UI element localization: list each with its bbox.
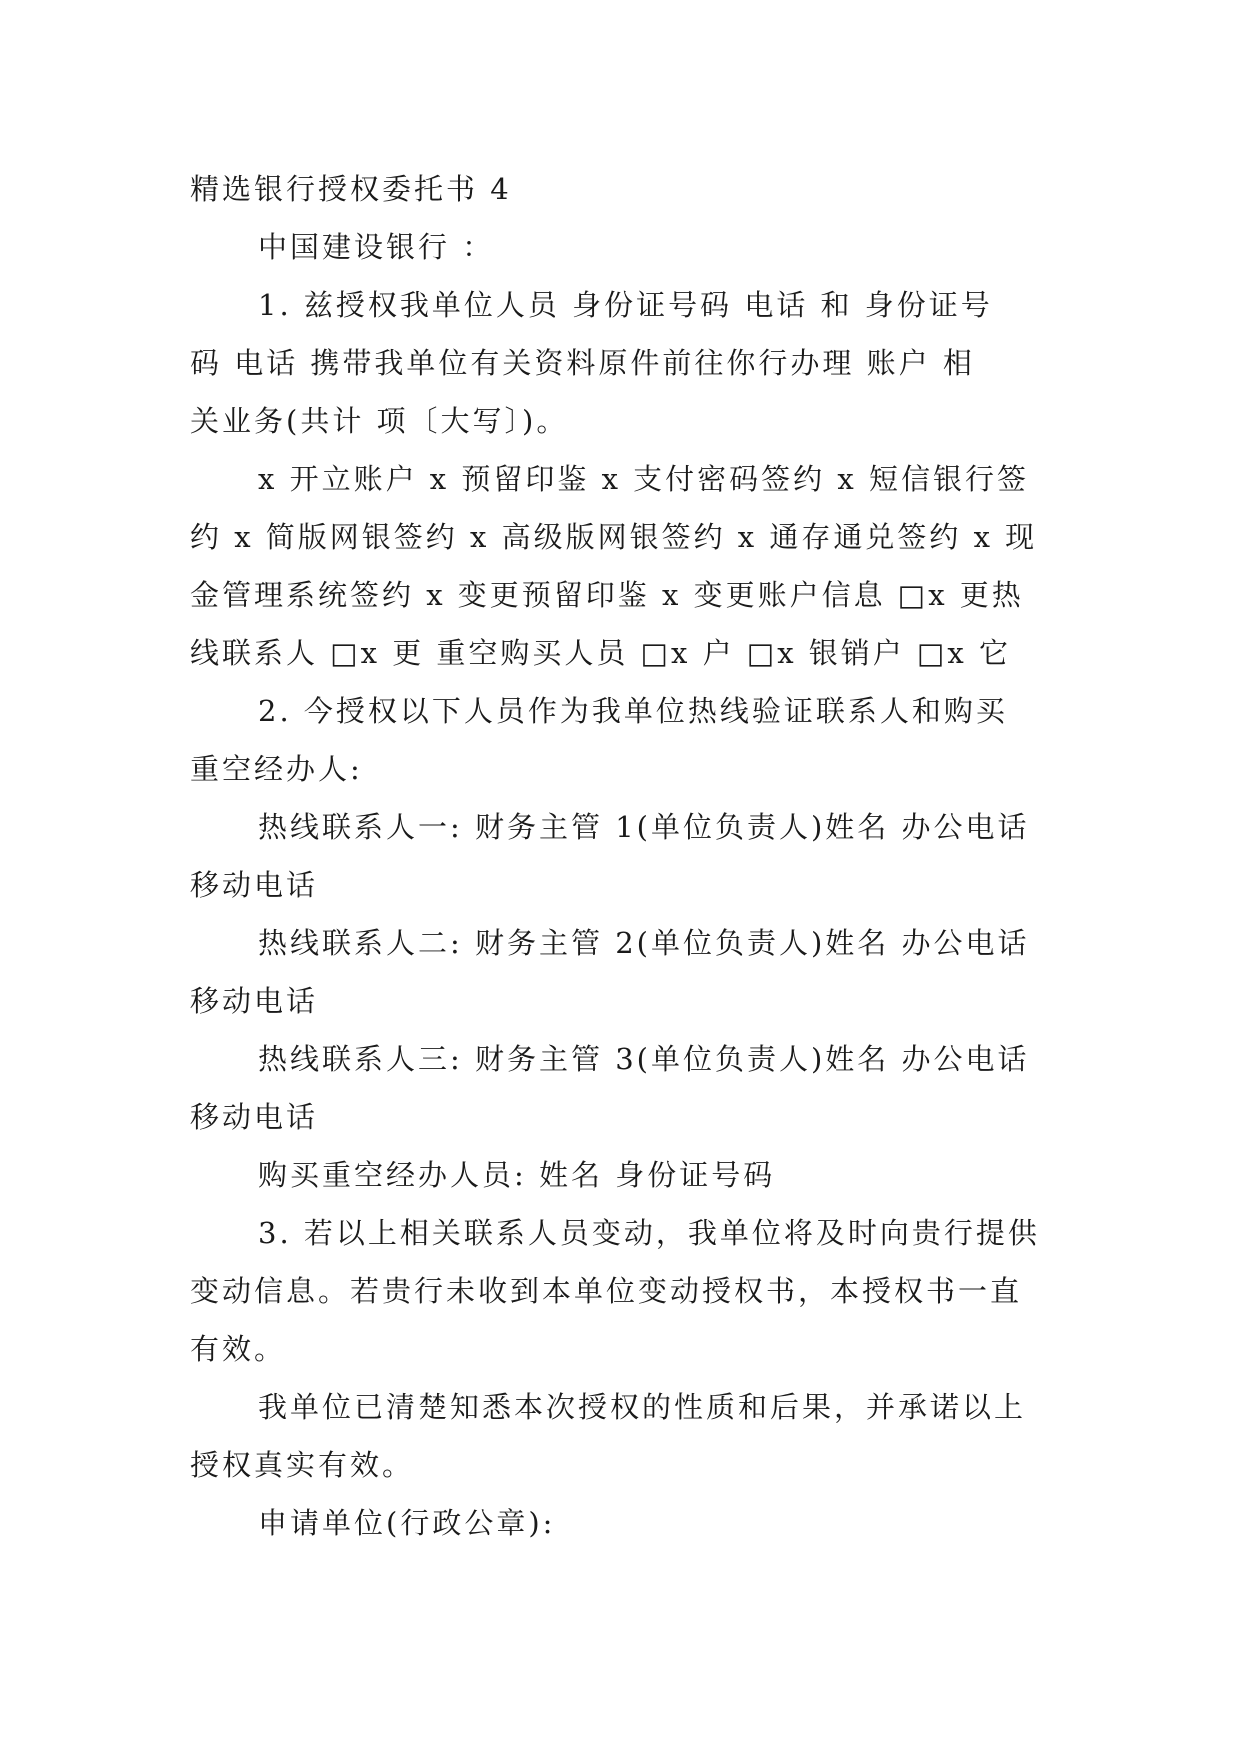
paragraph-line: 关业务(共计 项〔大写〕)。 bbox=[190, 404, 569, 438]
paragraph-line: 移动电话 bbox=[190, 984, 319, 1018]
purchaser-line: 购买重空经办人员: 姓名 身份证号码 bbox=[258, 1158, 776, 1192]
paragraph-line: 变动信息。若贵行未收到本单位变动授权书，本授权书一直 bbox=[190, 1274, 1023, 1308]
paragraph-acknowledgement bbox=[190, 1378, 1050, 1494]
paragraph-options bbox=[190, 450, 1050, 682]
paragraph-line: 热线联系人二: 财务主管 2(单位负责人)姓名 办公电话 bbox=[258, 926, 1030, 960]
document-body bbox=[190, 160, 1050, 1552]
hotline-contact-1 bbox=[190, 798, 1050, 914]
paragraph-line: 3. 若以上相关联系人员变动，我单位将及时向贵行提供 bbox=[258, 1216, 1040, 1250]
paragraph-line: 金管理系统签约 x 变更预留印鉴 x 变更账户信息 □x 更热 bbox=[190, 578, 1024, 612]
paragraph-authorization bbox=[190, 276, 1050, 450]
paragraph-line: 热线联系人一: 财务主管 1(单位负责人)姓名 办公电话 bbox=[258, 810, 1030, 844]
paragraph-changes bbox=[190, 1204, 1050, 1378]
paragraph-line: 重空经办人: bbox=[190, 752, 363, 786]
applicant-signature-line: 申请单位(行政公章): bbox=[258, 1506, 556, 1540]
paragraph-line: 线联系人 □x 更 重空购买人员 □x 户 □x 银销户 □x 它 bbox=[190, 636, 1011, 670]
paragraph-line: 热线联系人三: 财务主管 3(单位负责人)姓名 办公电话 bbox=[258, 1042, 1030, 1076]
paragraph-line: x 开立账户 x 预留印鉴 x 支付密码签约 x 短信银行签 bbox=[258, 462, 1029, 496]
document-title: 精选银行授权委托书 4 bbox=[190, 172, 512, 206]
hotline-contact-2 bbox=[190, 914, 1050, 1030]
paragraph-line: 码 电话 携带我单位有关资料原件前往你行办理 账户 相 bbox=[190, 346, 975, 380]
paragraph-line: 移动电话 bbox=[190, 1100, 319, 1134]
paragraph-line: 移动电话 bbox=[190, 868, 319, 902]
paragraph-hotline-authorization bbox=[190, 682, 1050, 798]
paragraph-line: 约 x 简版网银签约 x 高级版网银签约 x 通存通兑签约 x 现 bbox=[190, 520, 1038, 554]
hotline-contact-3 bbox=[190, 1030, 1050, 1146]
paragraph-line: 有效。 bbox=[190, 1332, 287, 1366]
paragraph-line: 1. 兹授权我单位人员 身份证号码 电话 和 身份证号 bbox=[258, 288, 993, 322]
paragraph-line: 2. 今授权以下人员作为我单位热线验证联系人和购买 bbox=[258, 694, 1008, 728]
paragraph-line: 我单位已清楚知悉本次授权的性质和后果，并承诺以上 bbox=[258, 1390, 1027, 1424]
addressee: 中国建设银行 ： bbox=[258, 230, 495, 264]
paragraph-line: 授权真实有效。 bbox=[190, 1448, 415, 1482]
